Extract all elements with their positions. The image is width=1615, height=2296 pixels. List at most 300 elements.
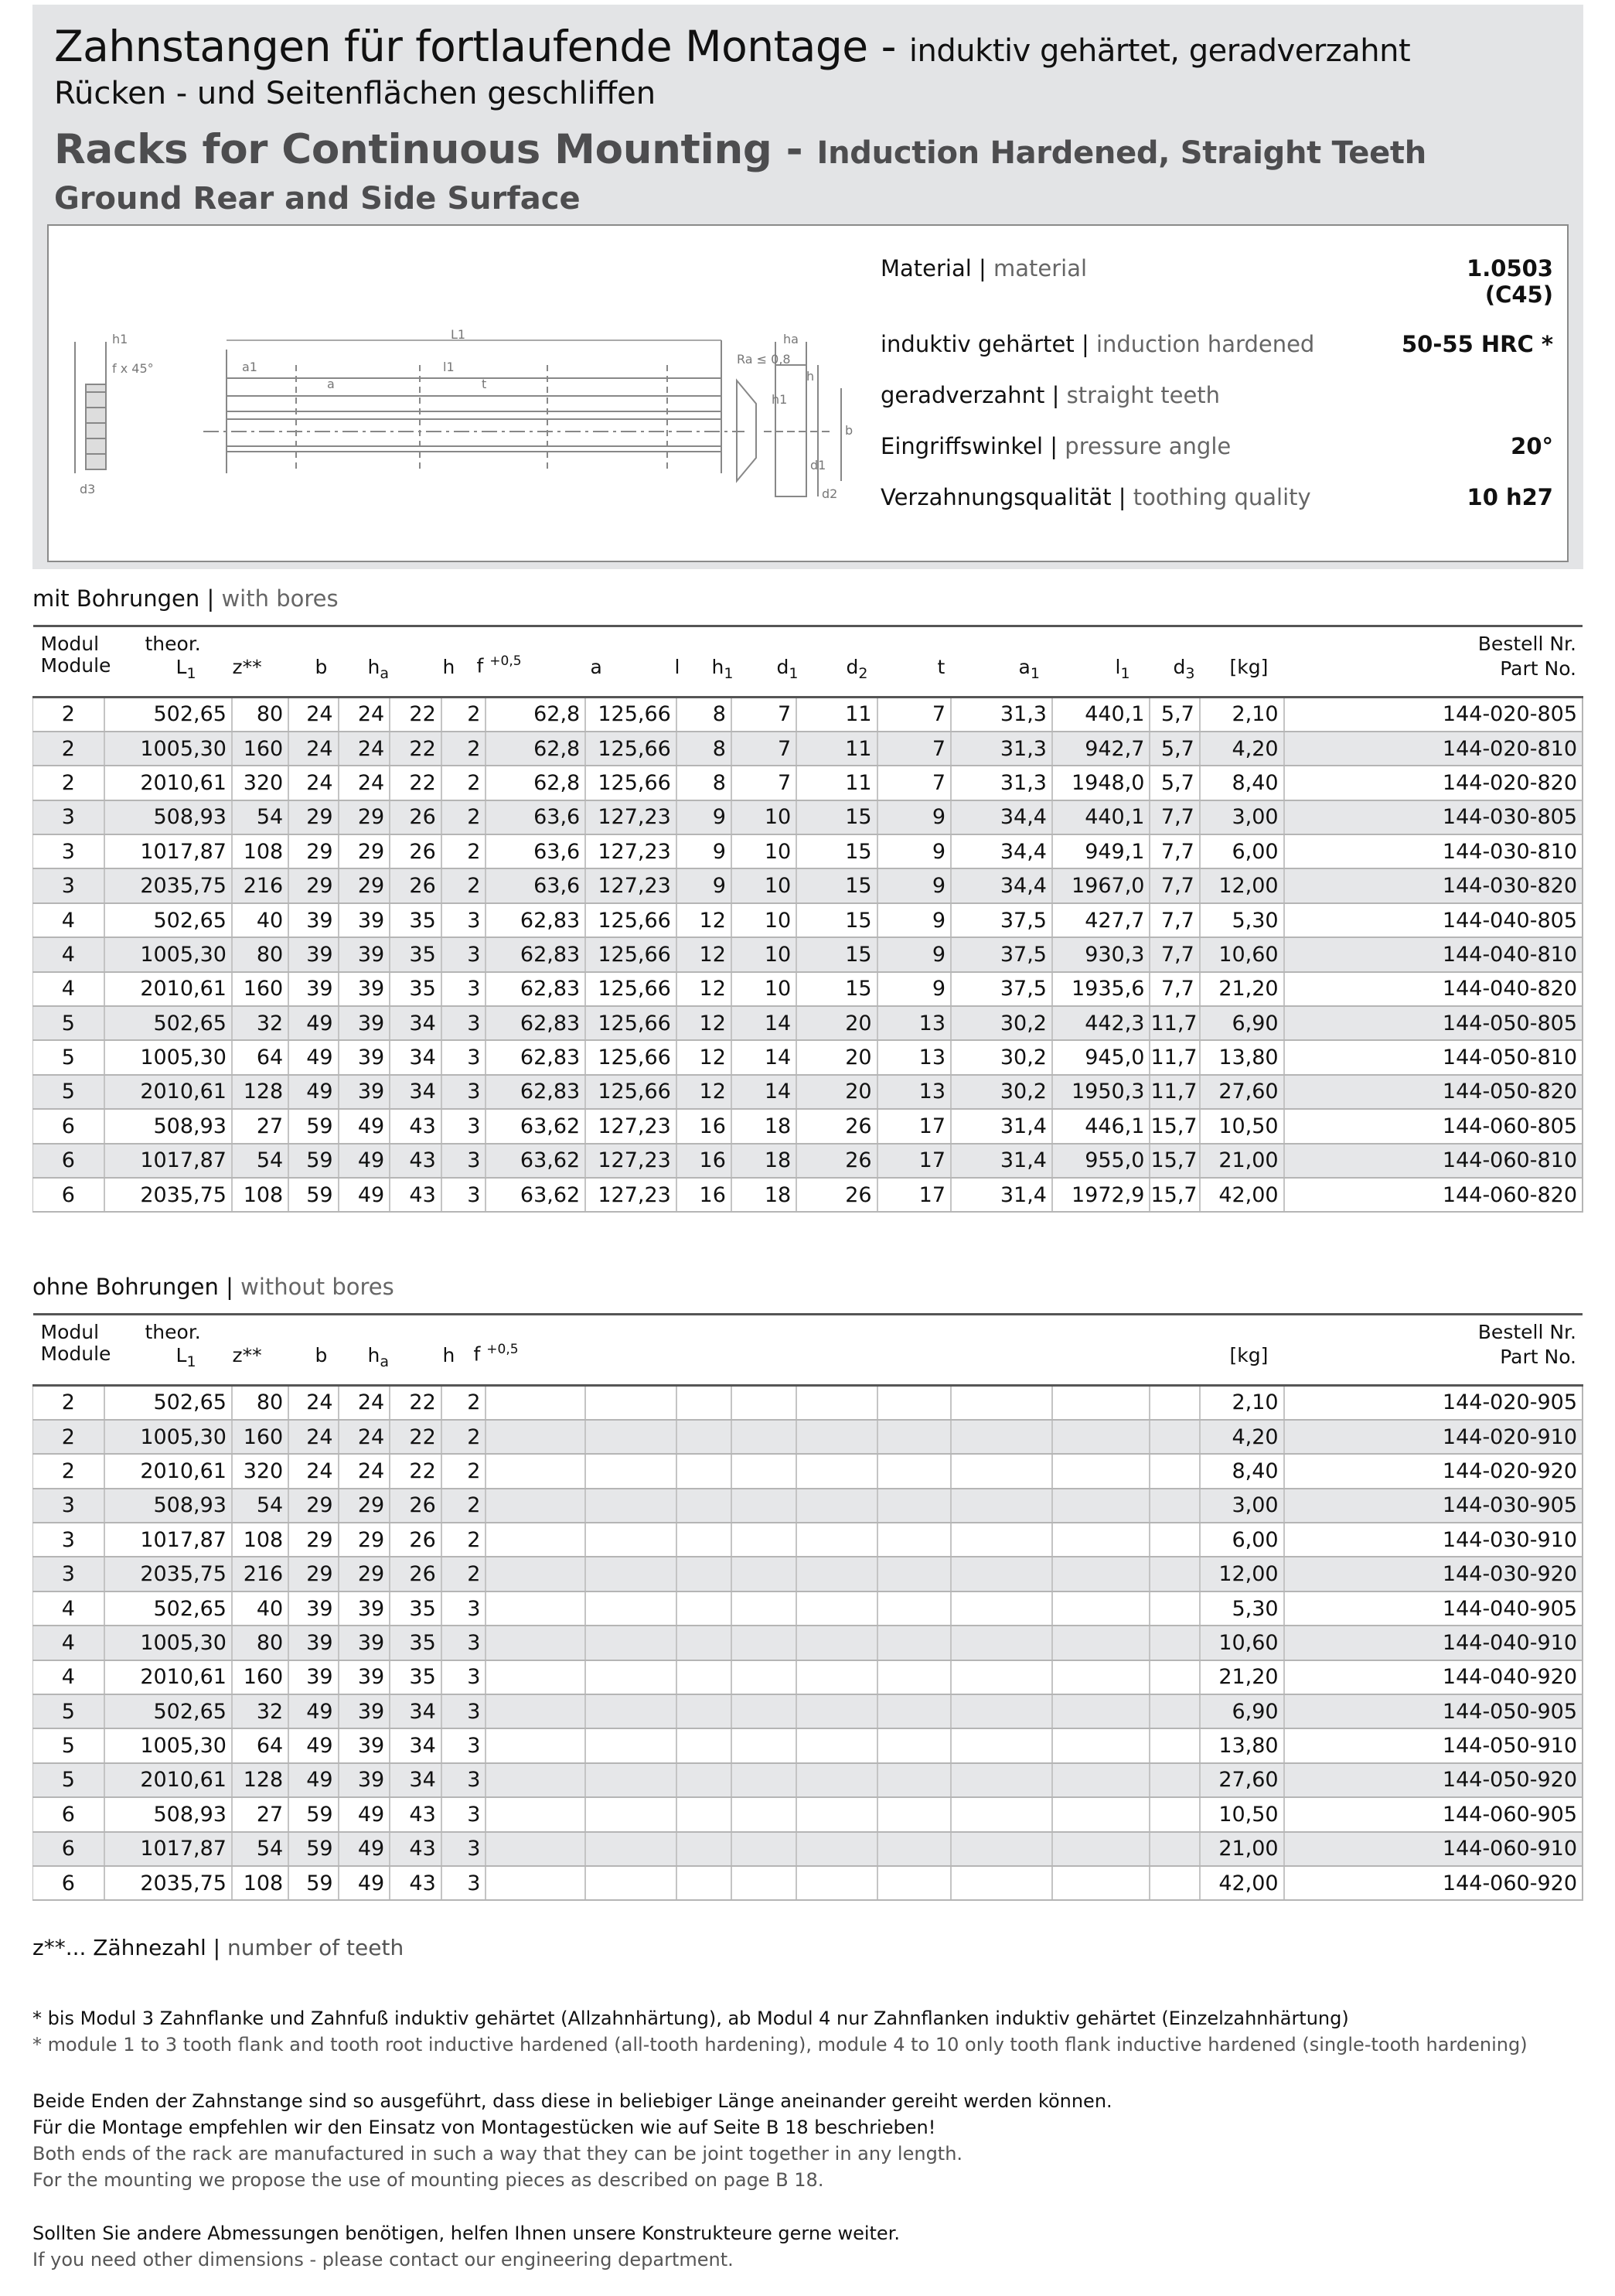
table-cell: 502,65 bbox=[104, 698, 232, 732]
table-cell bbox=[1052, 1832, 1150, 1866]
table-cell bbox=[731, 1728, 796, 1762]
table-cell: 13,80 bbox=[1200, 1040, 1284, 1074]
spec-list bbox=[881, 226, 1553, 558]
table-cell: 144-020-805 bbox=[1284, 698, 1583, 732]
table-cell: 39 bbox=[339, 1592, 390, 1626]
table-cell: 21,20 bbox=[1200, 1660, 1284, 1694]
note-hardening-de: * bis Modul 3 Zahnflanke und Zahnfuß induktiv gehärtet (Allzahnhärtung), ab Modul 4 nur Zahnflanken induktiv gehärtet (Einzelzahnhärtung) bbox=[32, 2008, 1349, 2029]
table-cell bbox=[796, 1660, 877, 1694]
table-cell: 3 bbox=[33, 1557, 104, 1591]
table-cell: 62,83 bbox=[486, 937, 585, 971]
table-row bbox=[33, 1144, 1583, 1178]
table-cell: 24 bbox=[288, 1386, 338, 1420]
table-cell: 2 bbox=[441, 1454, 486, 1488]
svg-text:h: h bbox=[806, 369, 815, 384]
table-cell: 24 bbox=[339, 1454, 390, 1488]
table-row bbox=[33, 1557, 1583, 1591]
table-cell: 502,65 bbox=[104, 1006, 232, 1040]
table-cell: 49 bbox=[288, 1006, 338, 1040]
table-cell: 40 bbox=[232, 903, 288, 937]
table-cell: 29 bbox=[339, 1557, 390, 1591]
table-cell: 30,2 bbox=[951, 1040, 1052, 1074]
table-cell bbox=[486, 1728, 585, 1762]
table-cell: 3 bbox=[441, 1832, 486, 1866]
table-cell: 29 bbox=[288, 800, 338, 834]
table-cell: 63,62 bbox=[486, 1178, 585, 1212]
table-cell: 2010,61 bbox=[104, 1660, 232, 1694]
table-cell: 12 bbox=[676, 937, 731, 971]
table-cell: 54 bbox=[232, 1144, 288, 1178]
table-cell bbox=[585, 1557, 676, 1591]
table-cell: 442,3 bbox=[1052, 1006, 1150, 1040]
table-cell: 2 bbox=[441, 800, 486, 834]
table-cell bbox=[1150, 1728, 1199, 1762]
table-cell: 49 bbox=[339, 1797, 390, 1831]
table-cell: 2 bbox=[33, 766, 104, 800]
table-cell bbox=[731, 1626, 796, 1660]
table-cell: 80 bbox=[232, 1626, 288, 1660]
table-cell: 10,60 bbox=[1200, 937, 1284, 971]
table-cell: 3 bbox=[33, 834, 104, 868]
table-row bbox=[33, 800, 1583, 834]
table-cell bbox=[486, 1660, 585, 1694]
table-cell: 10 bbox=[731, 972, 796, 1006]
table-cell: 12 bbox=[676, 1040, 731, 1074]
table-cell: 127,23 bbox=[585, 834, 676, 868]
table-cell: 1017,87 bbox=[104, 1832, 232, 1866]
table-cell: 31,4 bbox=[951, 1178, 1052, 1212]
table-cell: 11 bbox=[796, 766, 877, 800]
table-cell: 43 bbox=[390, 1797, 441, 1831]
table-cell: 4,20 bbox=[1200, 1420, 1284, 1454]
table-cell: 24 bbox=[288, 1454, 338, 1488]
table-cell: 24 bbox=[288, 698, 338, 732]
table-cell: 942,7 bbox=[1052, 732, 1150, 766]
table-cell: 29 bbox=[288, 1489, 338, 1523]
table-cell bbox=[877, 1797, 951, 1831]
table-cell: 39 bbox=[339, 1075, 390, 1109]
svg-text:d3: d3 bbox=[80, 482, 96, 496]
note-ends-en-2: For the mounting we propose the use of mounting pieces as described on page B 18. bbox=[32, 2169, 824, 2191]
table-cell: 9 bbox=[676, 868, 731, 902]
table-cell: 144-040-805 bbox=[1284, 903, 1583, 937]
table-cell: 5 bbox=[33, 1040, 104, 1074]
table-cell: 7,7 bbox=[1150, 937, 1199, 971]
table-row bbox=[33, 1075, 1583, 1109]
table-cell: 2 bbox=[33, 698, 104, 732]
table-cell: 6 bbox=[33, 1178, 104, 1212]
table-cell: 144-050-820 bbox=[1284, 1075, 1583, 1109]
table-cell: 3 bbox=[441, 1660, 486, 1694]
table-cell: 945,0 bbox=[1052, 1040, 1150, 1074]
spec-row-teeth: geradverzahnt | straight teeth bbox=[881, 382, 1221, 408]
table-cell bbox=[731, 1763, 796, 1797]
table-cell: 62,83 bbox=[486, 972, 585, 1006]
table-cell: 1017,87 bbox=[104, 1144, 232, 1178]
table-header: Modul Module theor. $L_1$ z** b $h_a$ h f $^{+0,5}$ a l $h_1$ $d_1$ $d_2$ t $a_1$ $l_1$ $d_3$ [kg] Bestell Nr. Part No. bbox=[33, 626, 1583, 698]
table-cell bbox=[796, 1420, 877, 1454]
table-cell bbox=[796, 1557, 877, 1591]
svg-text:h1: h1 bbox=[772, 392, 788, 407]
table-cell: 1005,30 bbox=[104, 1728, 232, 1762]
table-cell: 49 bbox=[288, 1694, 338, 1728]
table-cell: 127,23 bbox=[585, 868, 676, 902]
table-cell: 5,7 bbox=[1150, 698, 1199, 732]
table-cell: 7 bbox=[731, 732, 796, 766]
table-cell: 80 bbox=[232, 937, 288, 971]
table-cell: 6 bbox=[33, 1144, 104, 1178]
page-subtitle-en: Ground Rear and Side Surface bbox=[54, 181, 581, 217]
svg-text:Ra ≤ 0,8: Ra ≤ 0,8 bbox=[737, 352, 791, 367]
table-cell: 12 bbox=[676, 972, 731, 1006]
table-cell: 29 bbox=[288, 1523, 338, 1557]
table-cell: 6,90 bbox=[1200, 1006, 1284, 1040]
table-cell: 42,00 bbox=[1200, 1866, 1284, 1900]
table-cell bbox=[585, 1592, 676, 1626]
table-cell bbox=[585, 1728, 676, 1762]
table-cell: 12 bbox=[676, 1075, 731, 1109]
table-cell: 4 bbox=[33, 903, 104, 937]
table-cell: 63,62 bbox=[486, 1144, 585, 1178]
table-cell bbox=[877, 1523, 951, 1557]
table-cell: 2035,75 bbox=[104, 1178, 232, 1212]
table-cell bbox=[1052, 1386, 1150, 1420]
table-row bbox=[33, 1006, 1583, 1040]
table-row bbox=[33, 1592, 1583, 1626]
spec-box bbox=[47, 224, 1569, 562]
table-cell: 32 bbox=[232, 1694, 288, 1728]
table-cell: 144-030-920 bbox=[1284, 1557, 1583, 1591]
table-cell: 39 bbox=[288, 1592, 338, 1626]
table-cell: 13 bbox=[877, 1040, 951, 1074]
table-cell: 20 bbox=[796, 1075, 877, 1109]
table-cell: 125,66 bbox=[585, 1075, 676, 1109]
table-cell: 59 bbox=[288, 1797, 338, 1831]
table-cell: 34 bbox=[390, 1728, 441, 1762]
table-cell: 43 bbox=[390, 1832, 441, 1866]
table-cell: 144-030-810 bbox=[1284, 834, 1583, 868]
table-cell: 144-050-805 bbox=[1284, 1006, 1583, 1040]
table-cell: 49 bbox=[288, 1763, 338, 1797]
table-cell: 144-020-905 bbox=[1284, 1386, 1583, 1420]
svg-text:a: a bbox=[327, 377, 335, 391]
table-cell: 54 bbox=[232, 800, 288, 834]
table-cell bbox=[585, 1523, 676, 1557]
table-cell: 49 bbox=[288, 1075, 338, 1109]
table-cell: 2 bbox=[441, 1523, 486, 1557]
table-row bbox=[33, 1832, 1583, 1866]
table-cell: 108 bbox=[232, 1178, 288, 1212]
table-cell bbox=[877, 1626, 951, 1660]
table-cell: 5,30 bbox=[1200, 1592, 1284, 1626]
table-cell: 2035,75 bbox=[104, 868, 232, 902]
table-cell: 11 bbox=[796, 698, 877, 732]
table-cell: 144-020-810 bbox=[1284, 732, 1583, 766]
table-cell: 1935,6 bbox=[1052, 972, 1150, 1006]
table-cell: 21,00 bbox=[1200, 1832, 1284, 1866]
table-cell: 1972,9 bbox=[1052, 1178, 1150, 1212]
table-cell: 1005,30 bbox=[104, 1626, 232, 1660]
table-cell: 39 bbox=[339, 972, 390, 1006]
table-cell bbox=[1052, 1557, 1150, 1591]
table-cell: 320 bbox=[232, 1454, 288, 1488]
table-cell bbox=[1150, 1386, 1199, 1420]
note-ends-de-1: Beide Enden der Zahnstange sind so ausgeführt, dass diese in beliebiger Länge aneinander gereiht werden können. bbox=[32, 2090, 1112, 2112]
table-cell bbox=[877, 1454, 951, 1488]
table-cell bbox=[585, 1694, 676, 1728]
table-cell bbox=[486, 1386, 585, 1420]
table-cell bbox=[486, 1763, 585, 1797]
table-cell: 4 bbox=[33, 1626, 104, 1660]
table-cell bbox=[796, 1626, 877, 1660]
table-cell bbox=[796, 1386, 877, 1420]
table-cell: 2035,75 bbox=[104, 1866, 232, 1900]
table-cell: 24 bbox=[288, 1420, 338, 1454]
table-cell: 34 bbox=[390, 1006, 441, 1040]
table-cell: 2 bbox=[441, 1489, 486, 1523]
table-cell: 22 bbox=[390, 1386, 441, 1420]
table-cell bbox=[951, 1797, 1052, 1831]
table-cell: 26 bbox=[390, 834, 441, 868]
table-cell: 4 bbox=[33, 972, 104, 1006]
table-cell: 15,7 bbox=[1150, 1109, 1199, 1143]
table-cell: 10 bbox=[731, 868, 796, 902]
table-cell: 10 bbox=[731, 834, 796, 868]
table-cell: 216 bbox=[232, 868, 288, 902]
table-cell: 144-040-820 bbox=[1284, 972, 1583, 1006]
table-cell: 9 bbox=[877, 972, 951, 1006]
table-cell: 59 bbox=[288, 1109, 338, 1143]
table-cell: 2 bbox=[441, 1420, 486, 1454]
table-cell: 144-060-905 bbox=[1284, 1797, 1583, 1831]
note-ends-en-1: Both ends of the rack are manufactured in such a way that they can be joint together in any length. bbox=[32, 2143, 963, 2165]
table-cell: 39 bbox=[288, 937, 338, 971]
note-contact-en: If you need other dimensions - please contact our engineering department. bbox=[32, 2249, 734, 2270]
table-cell: 49 bbox=[339, 1109, 390, 1143]
table-cell: 144-050-810 bbox=[1284, 1040, 1583, 1074]
svg-text:l1: l1 bbox=[443, 360, 455, 374]
table-cell: 37,5 bbox=[951, 903, 1052, 937]
table-cell bbox=[585, 1866, 676, 1900]
table-cell: 15 bbox=[796, 800, 877, 834]
table-cell: 12 bbox=[676, 903, 731, 937]
table-cell: 9 bbox=[877, 868, 951, 902]
table-cell: 35 bbox=[390, 1592, 441, 1626]
table-cell: 62,83 bbox=[486, 1006, 585, 1040]
section-title-with-bores: mit Bohrungen | with bores bbox=[32, 585, 339, 612]
table-cell: 15,7 bbox=[1150, 1144, 1199, 1178]
table-cell bbox=[796, 1523, 877, 1557]
table-cell: 1967,0 bbox=[1052, 868, 1150, 902]
table-cell: 62,8 bbox=[486, 732, 585, 766]
table-cell bbox=[951, 1489, 1052, 1523]
table-cell: 17 bbox=[877, 1109, 951, 1143]
spec-row-pressure-angle: Eingriffswinkel | pressure angle 20° bbox=[881, 433, 1553, 459]
table-cell: 49 bbox=[339, 1178, 390, 1212]
table-cell bbox=[1052, 1489, 1150, 1523]
svg-text:L1: L1 bbox=[451, 327, 466, 342]
table-cell: 9 bbox=[676, 800, 731, 834]
table-cell: 15 bbox=[796, 868, 877, 902]
note-hardening-en: * module 1 to 3 tooth flank and tooth root inductive hardened (all-tooth hardening), module 4 to 10 only tooth flank inductive hardened (single-tooth hardening) bbox=[32, 2034, 1528, 2055]
table-cell: 6,90 bbox=[1200, 1694, 1284, 1728]
table-cell bbox=[1150, 1557, 1199, 1591]
table-cell: 62,8 bbox=[486, 698, 585, 732]
table-cell: 16 bbox=[676, 1144, 731, 1178]
table-cell: 34 bbox=[390, 1075, 441, 1109]
table-cell bbox=[1052, 1420, 1150, 1454]
table-cell: 1950,3 bbox=[1052, 1075, 1150, 1109]
table-cell bbox=[731, 1832, 796, 1866]
table-cell bbox=[796, 1454, 877, 1488]
table-cell bbox=[1052, 1797, 1150, 1831]
table-cell: 9 bbox=[877, 903, 951, 937]
table-cell: 35 bbox=[390, 937, 441, 971]
table-cell: 35 bbox=[390, 903, 441, 937]
table-row bbox=[33, 903, 1583, 937]
table-row bbox=[33, 1178, 1583, 1212]
table-cell: 43 bbox=[390, 1109, 441, 1143]
table-cell: 24 bbox=[339, 698, 390, 732]
table-cell: 37,5 bbox=[951, 972, 1052, 1006]
table-cell: 62,8 bbox=[486, 766, 585, 800]
table-cell: 63,6 bbox=[486, 800, 585, 834]
table-cell: 144-040-905 bbox=[1284, 1592, 1583, 1626]
table-cell: 8 bbox=[676, 732, 731, 766]
table-cell: 39 bbox=[339, 1694, 390, 1728]
table-cell: 3 bbox=[441, 1006, 486, 1040]
table-cell bbox=[877, 1592, 951, 1626]
table-cell: 144-060-805 bbox=[1284, 1109, 1583, 1143]
table-cell bbox=[486, 1694, 585, 1728]
table-cell: 6 bbox=[33, 1832, 104, 1866]
table-cell: 427,7 bbox=[1052, 903, 1150, 937]
table-cell: 125,66 bbox=[585, 903, 676, 937]
table-cell: 144-040-810 bbox=[1284, 937, 1583, 971]
table-row bbox=[33, 698, 1583, 732]
table-cell: 22 bbox=[390, 1420, 441, 1454]
table-cell bbox=[676, 1866, 731, 1900]
table-cell: 144-060-810 bbox=[1284, 1144, 1583, 1178]
table-cell bbox=[951, 1557, 1052, 1591]
table-cell: 34 bbox=[390, 1694, 441, 1728]
table-cell: 26 bbox=[796, 1144, 877, 1178]
table-cell: 49 bbox=[339, 1832, 390, 1866]
table-cell: 6 bbox=[33, 1797, 104, 1831]
table-cell: 3 bbox=[33, 800, 104, 834]
table-cell: 7 bbox=[731, 766, 796, 800]
table-cell: 502,65 bbox=[104, 1592, 232, 1626]
table-cell bbox=[951, 1592, 1052, 1626]
table-cell: 2010,61 bbox=[104, 1454, 232, 1488]
svg-text:b: b bbox=[845, 423, 853, 438]
table-cell: 59 bbox=[288, 1144, 338, 1178]
table-cell bbox=[877, 1728, 951, 1762]
table-cell: 15 bbox=[796, 937, 877, 971]
table-cell: 125,66 bbox=[585, 732, 676, 766]
rack-technical-drawing bbox=[64, 295, 891, 512]
spec-row-material: Material | material 1.0503 (C45) bbox=[881, 255, 1553, 308]
table-cell: 13,80 bbox=[1200, 1728, 1284, 1762]
table-cell: 3,00 bbox=[1200, 800, 1284, 834]
table-cell bbox=[1150, 1523, 1199, 1557]
table-cell: 7,7 bbox=[1150, 972, 1199, 1006]
table-cell: 10 bbox=[731, 800, 796, 834]
table-cell bbox=[731, 1660, 796, 1694]
table-cell: 5,7 bbox=[1150, 766, 1199, 800]
table-cell: 2035,75 bbox=[104, 1557, 232, 1591]
table-cell: 59 bbox=[288, 1832, 338, 1866]
table-cell: 2 bbox=[33, 1386, 104, 1420]
table-cell bbox=[1150, 1694, 1199, 1728]
table-cell: 144-050-905 bbox=[1284, 1694, 1583, 1728]
table-cell bbox=[676, 1420, 731, 1454]
table-cell: 4,20 bbox=[1200, 732, 1284, 766]
table-cell: 7,7 bbox=[1150, 834, 1199, 868]
table-cell bbox=[1052, 1866, 1150, 1900]
table-cell: 108 bbox=[232, 1866, 288, 1900]
table-cell bbox=[1150, 1626, 1199, 1660]
table-cell: 446,1 bbox=[1052, 1109, 1150, 1143]
table-cell: 3 bbox=[441, 972, 486, 1006]
table-cell: 62,83 bbox=[486, 1075, 585, 1109]
table-cell: 39 bbox=[339, 1040, 390, 1074]
table-cell bbox=[486, 1797, 585, 1831]
table-cell: 12,00 bbox=[1200, 1557, 1284, 1591]
table-cell bbox=[796, 1592, 877, 1626]
table-cell bbox=[585, 1454, 676, 1488]
table-row bbox=[33, 1694, 1583, 1728]
table-cell: 6 bbox=[33, 1866, 104, 1900]
table-cell: 13 bbox=[877, 1006, 951, 1040]
table-cell: 26 bbox=[390, 1489, 441, 1523]
table-cell bbox=[796, 1694, 877, 1728]
table-cell: 11 bbox=[796, 732, 877, 766]
table-cell: 1005,30 bbox=[104, 1040, 232, 1074]
spec-row-hardness: induktiv gehärtet | induction hardened 50-55 HRC * bbox=[881, 331, 1553, 357]
table-cell: 35 bbox=[390, 972, 441, 1006]
table-cell: 27,60 bbox=[1200, 1763, 1284, 1797]
table-cell: 27 bbox=[232, 1797, 288, 1831]
table-cell bbox=[877, 1557, 951, 1591]
table-cell: 10,60 bbox=[1200, 1626, 1284, 1660]
table-cell: 160 bbox=[232, 1420, 288, 1454]
table-cell: 35 bbox=[390, 1626, 441, 1660]
table-cell bbox=[951, 1386, 1052, 1420]
table-cell bbox=[585, 1386, 676, 1420]
table-cell: 39 bbox=[288, 903, 338, 937]
table-cell: 160 bbox=[232, 1660, 288, 1694]
table-cell: 34,4 bbox=[951, 834, 1052, 868]
table-cell bbox=[676, 1797, 731, 1831]
table-cell: 1005,30 bbox=[104, 937, 232, 971]
table-cell: 26 bbox=[796, 1178, 877, 1212]
table-cell: 9 bbox=[877, 800, 951, 834]
table-cell: 39 bbox=[339, 1660, 390, 1694]
table-cell bbox=[877, 1694, 951, 1728]
table-cell: 29 bbox=[339, 868, 390, 902]
table-cell bbox=[731, 1386, 796, 1420]
table-cell bbox=[877, 1763, 951, 1797]
table-cell: 6 bbox=[33, 1109, 104, 1143]
table-cell: 3 bbox=[441, 1866, 486, 1900]
table-cell bbox=[877, 1660, 951, 1694]
table-row bbox=[33, 1660, 1583, 1694]
table-cell bbox=[877, 1866, 951, 1900]
table-cell: 14 bbox=[731, 1040, 796, 1074]
table-cell bbox=[951, 1763, 1052, 1797]
table-cell bbox=[676, 1728, 731, 1762]
